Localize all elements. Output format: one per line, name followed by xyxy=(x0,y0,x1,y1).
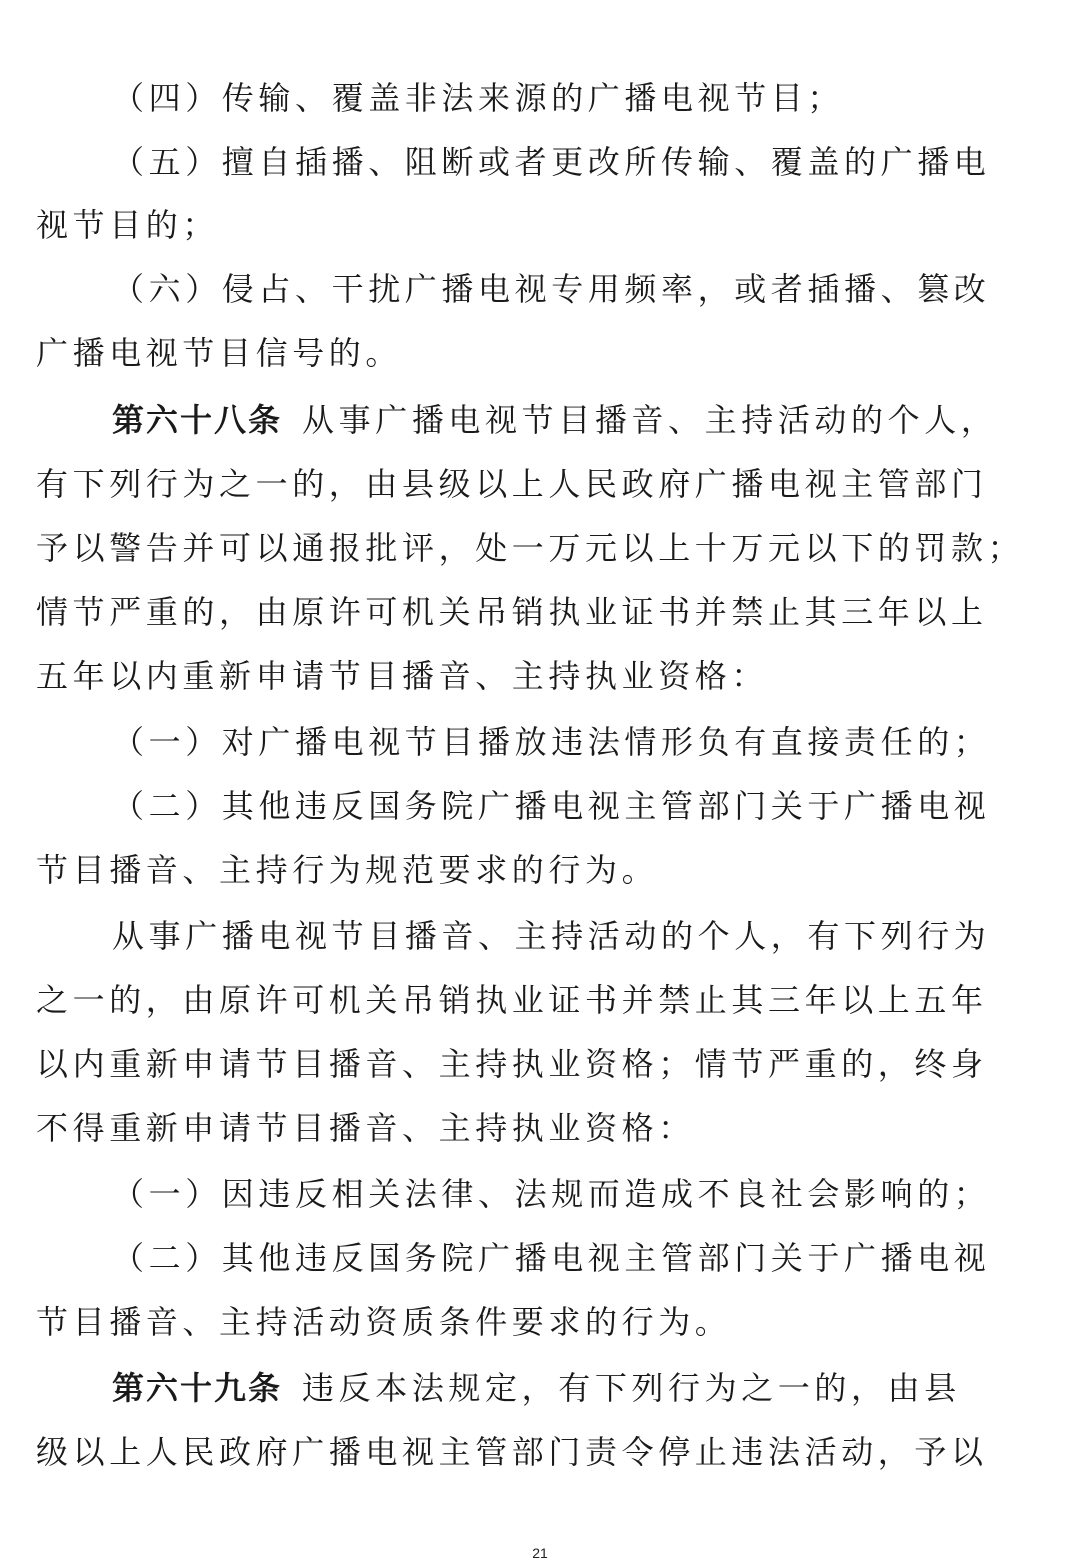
text-line: （五）擅自插播、阻断或者更改所传输、覆盖的广播电 xyxy=(112,143,991,181)
article-text: 从事广播电视节目播音、主持活动的个人， xyxy=(302,401,998,439)
text-line: 予以警告并可以通报批评，处一万元以上十万元以下的罚款； xyxy=(36,529,1025,567)
text-line: 有下列行为之一的，由县级以上人民政府广播电视主管部门 xyxy=(36,465,988,503)
text-line: 之一的，由原许可机关吊销执业证书并禁止其三年以上五年 xyxy=(36,981,988,1019)
text-line: 节目播音、主持活动资质条件要求的行为。 xyxy=(36,1303,732,1341)
text-line: （四）传输、覆盖非法来源的广播电视节目； xyxy=(112,79,845,117)
text-line: （一）因违反相关法律、法规而造成不良社会影响的； xyxy=(112,1175,991,1213)
text-line: （一）对广播电视节目播放违法情形负有直接责任的； xyxy=(112,723,991,761)
text-line: 视节目的； xyxy=(36,206,220,244)
text-line: 节目播音、主持行为规范要求的行为。 xyxy=(36,851,659,889)
text-line: 五年以内重新申请节目播音、主持执业资格： xyxy=(36,657,769,695)
text-line: 以内重新申请节目播音、主持执业资格；情节严重的，终身 xyxy=(36,1045,988,1083)
article-69-first-line xyxy=(0,1364,1080,1412)
article-68-first-line xyxy=(0,396,1080,444)
article-heading: 第六十八条 xyxy=(112,401,283,439)
text-line: 广播电视节目信号的。 xyxy=(36,334,403,372)
text-line: 情节严重的，由原许可机关吊销执业证书并禁止其三年以上 xyxy=(36,593,988,631)
page-number: 21 xyxy=(532,1545,548,1561)
text-line: 从事广播电视节目播音、主持活动的个人，有下列行为 xyxy=(112,917,991,955)
article-text: 违反本法规定，有下列行为之一的，由县 xyxy=(302,1369,961,1407)
text-line: （二）其他违反国务院广播电视主管部门关于广播电视 xyxy=(112,1239,991,1277)
text-line: （六）侵占、干扰广播电视专用频率，或者插播、篡改 xyxy=(112,270,991,308)
article-heading: 第六十九条 xyxy=(112,1369,283,1407)
text-line: 级以上人民政府广播电视主管部门责令停止违法活动，予以 xyxy=(36,1433,988,1471)
text-line: 不得重新申请节目播音、主持执业资格： xyxy=(36,1109,695,1147)
text-line: （二）其他违反国务院广播电视主管部门关于广播电视 xyxy=(112,787,991,825)
